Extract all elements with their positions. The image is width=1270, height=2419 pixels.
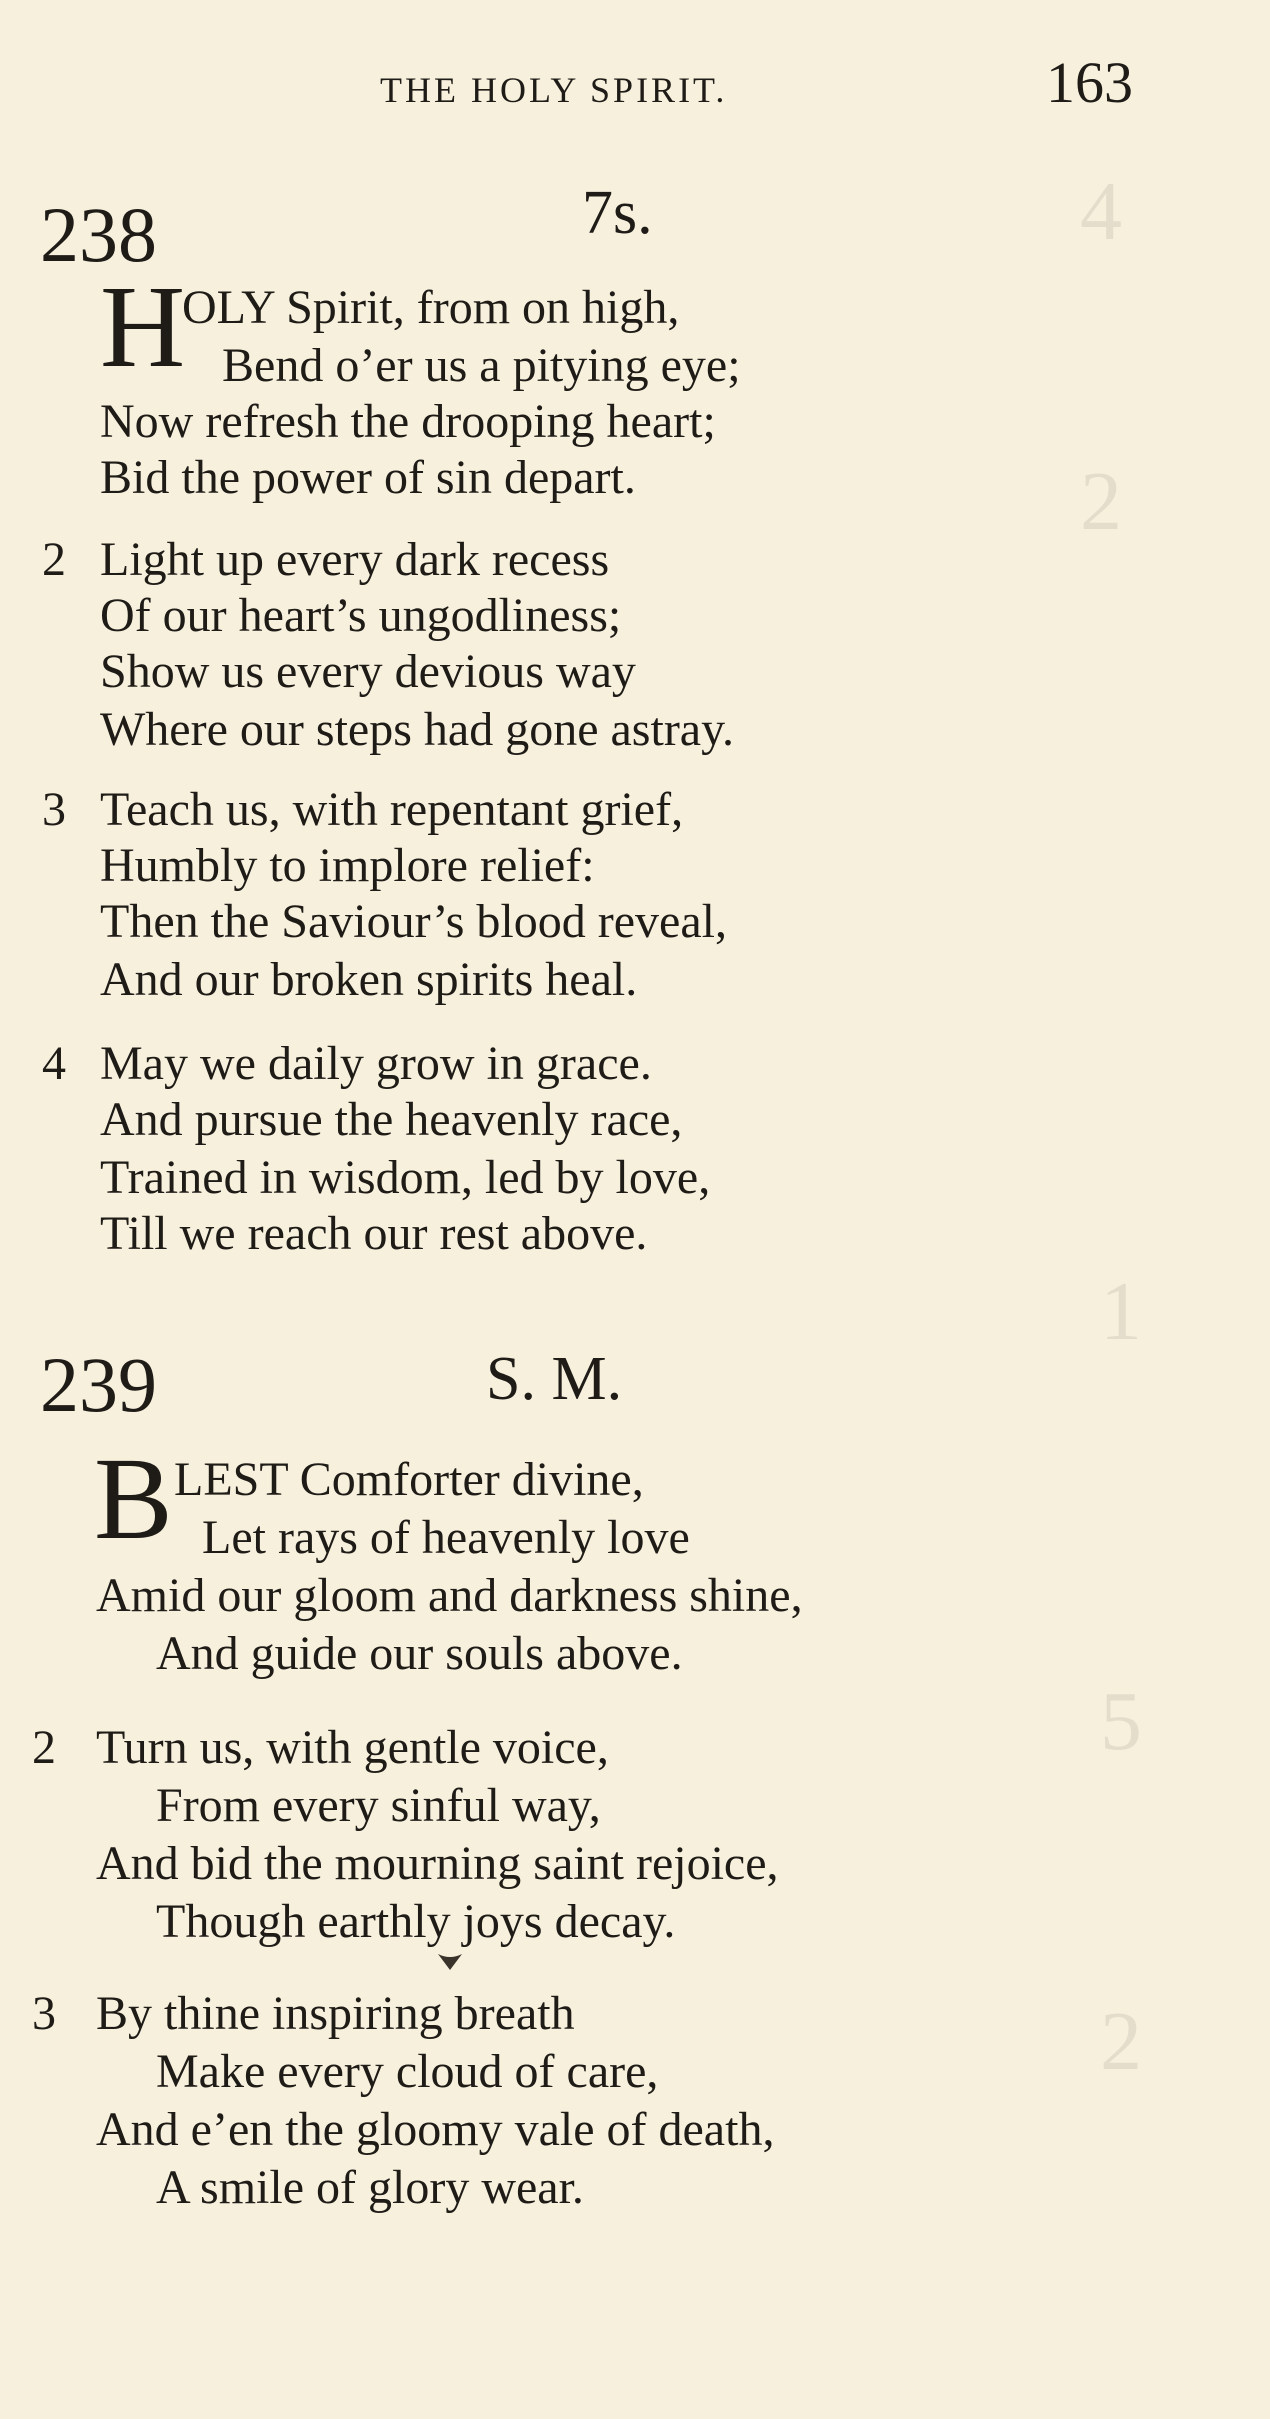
verse-line: Then the Saviour’s blood reveal, bbox=[100, 895, 727, 948]
verse-line: Till we reach our rest above. bbox=[100, 1207, 648, 1260]
verse-line: Amid our gloom and darkness shine, bbox=[96, 1569, 803, 1622]
running-title: THE HOLY SPIRIT. bbox=[380, 70, 728, 110]
bleed-through-mark: 5 bbox=[1100, 1675, 1142, 1768]
verse-line: And guide our souls above. bbox=[156, 1627, 683, 1680]
bleed-through-mark: 2 bbox=[1080, 455, 1122, 548]
drop-cap: H bbox=[100, 261, 186, 392]
stanza-number: 4 bbox=[42, 1037, 66, 1090]
verse-line: Where our steps had gone astray. bbox=[100, 703, 734, 756]
verse-line: Humbly to implore relief: bbox=[100, 839, 595, 892]
verse-line: Let rays of heavenly love bbox=[202, 1511, 690, 1564]
stanza-number: 3 bbox=[32, 1987, 56, 2040]
verse-line: Turn us, with gentle voice, bbox=[96, 1721, 609, 1774]
verse-line: Show us every devious way bbox=[100, 645, 636, 698]
verse-line: Bend o’er us a pitying eye; bbox=[222, 339, 741, 392]
drop-cap: B bbox=[94, 1433, 173, 1564]
verse-line: Trained in wisdom, led by love, bbox=[100, 1151, 711, 1204]
verse-line: A smile of glory wear. bbox=[156, 2161, 584, 2214]
verse-line: May we daily grow in grace. bbox=[100, 1037, 652, 1090]
stanza-number: 2 bbox=[42, 533, 66, 586]
verse-line: Bid the power of sin depart. bbox=[100, 451, 636, 504]
verse-line: Though earthly joys decay. bbox=[156, 1895, 676, 1948]
verse-line: From every sinful way, bbox=[156, 1779, 601, 1832]
verse-line: OLY Spirit, from on high, bbox=[182, 281, 680, 334]
hymn-number: 238 bbox=[40, 191, 157, 278]
verse-line: And bid the mourning saint rejoice, bbox=[96, 1837, 779, 1890]
stanza-number: 3 bbox=[42, 783, 66, 836]
bleed-through-mark: 4 bbox=[1080, 165, 1122, 258]
verse-line: And pursue the heavenly race, bbox=[100, 1093, 683, 1146]
verse-line: By thine inspiring breath bbox=[96, 1987, 575, 2040]
stanza-number: 2 bbox=[32, 1721, 56, 1774]
verse-line: Make every cloud of care, bbox=[156, 2045, 659, 2098]
verse-line: LEST Comforter divine, bbox=[174, 1453, 644, 1506]
bleed-through-mark: 2 bbox=[1100, 1995, 1142, 2088]
ornament-mark bbox=[436, 1950, 464, 1972]
page-number: 163 bbox=[1046, 50, 1133, 115]
hymn-number: 239 bbox=[40, 1341, 157, 1428]
verse-line: Teach us, with repentant grief, bbox=[100, 783, 684, 836]
verse-line: Now refresh the drooping heart; bbox=[100, 395, 716, 448]
hymn-meter: 7s. bbox=[582, 179, 653, 247]
hymn-meter: S. M. bbox=[486, 1345, 623, 1413]
verse-line: Of our heart’s ungodliness; bbox=[100, 589, 622, 642]
verse-line: Light up every dark recess bbox=[100, 533, 610, 586]
verse-line: And e’en the gloomy vale of death, bbox=[96, 2103, 775, 2156]
bleed-through-mark: 1 bbox=[1100, 1265, 1142, 1358]
verse-line: And our broken spirits heal. bbox=[100, 953, 638, 1006]
